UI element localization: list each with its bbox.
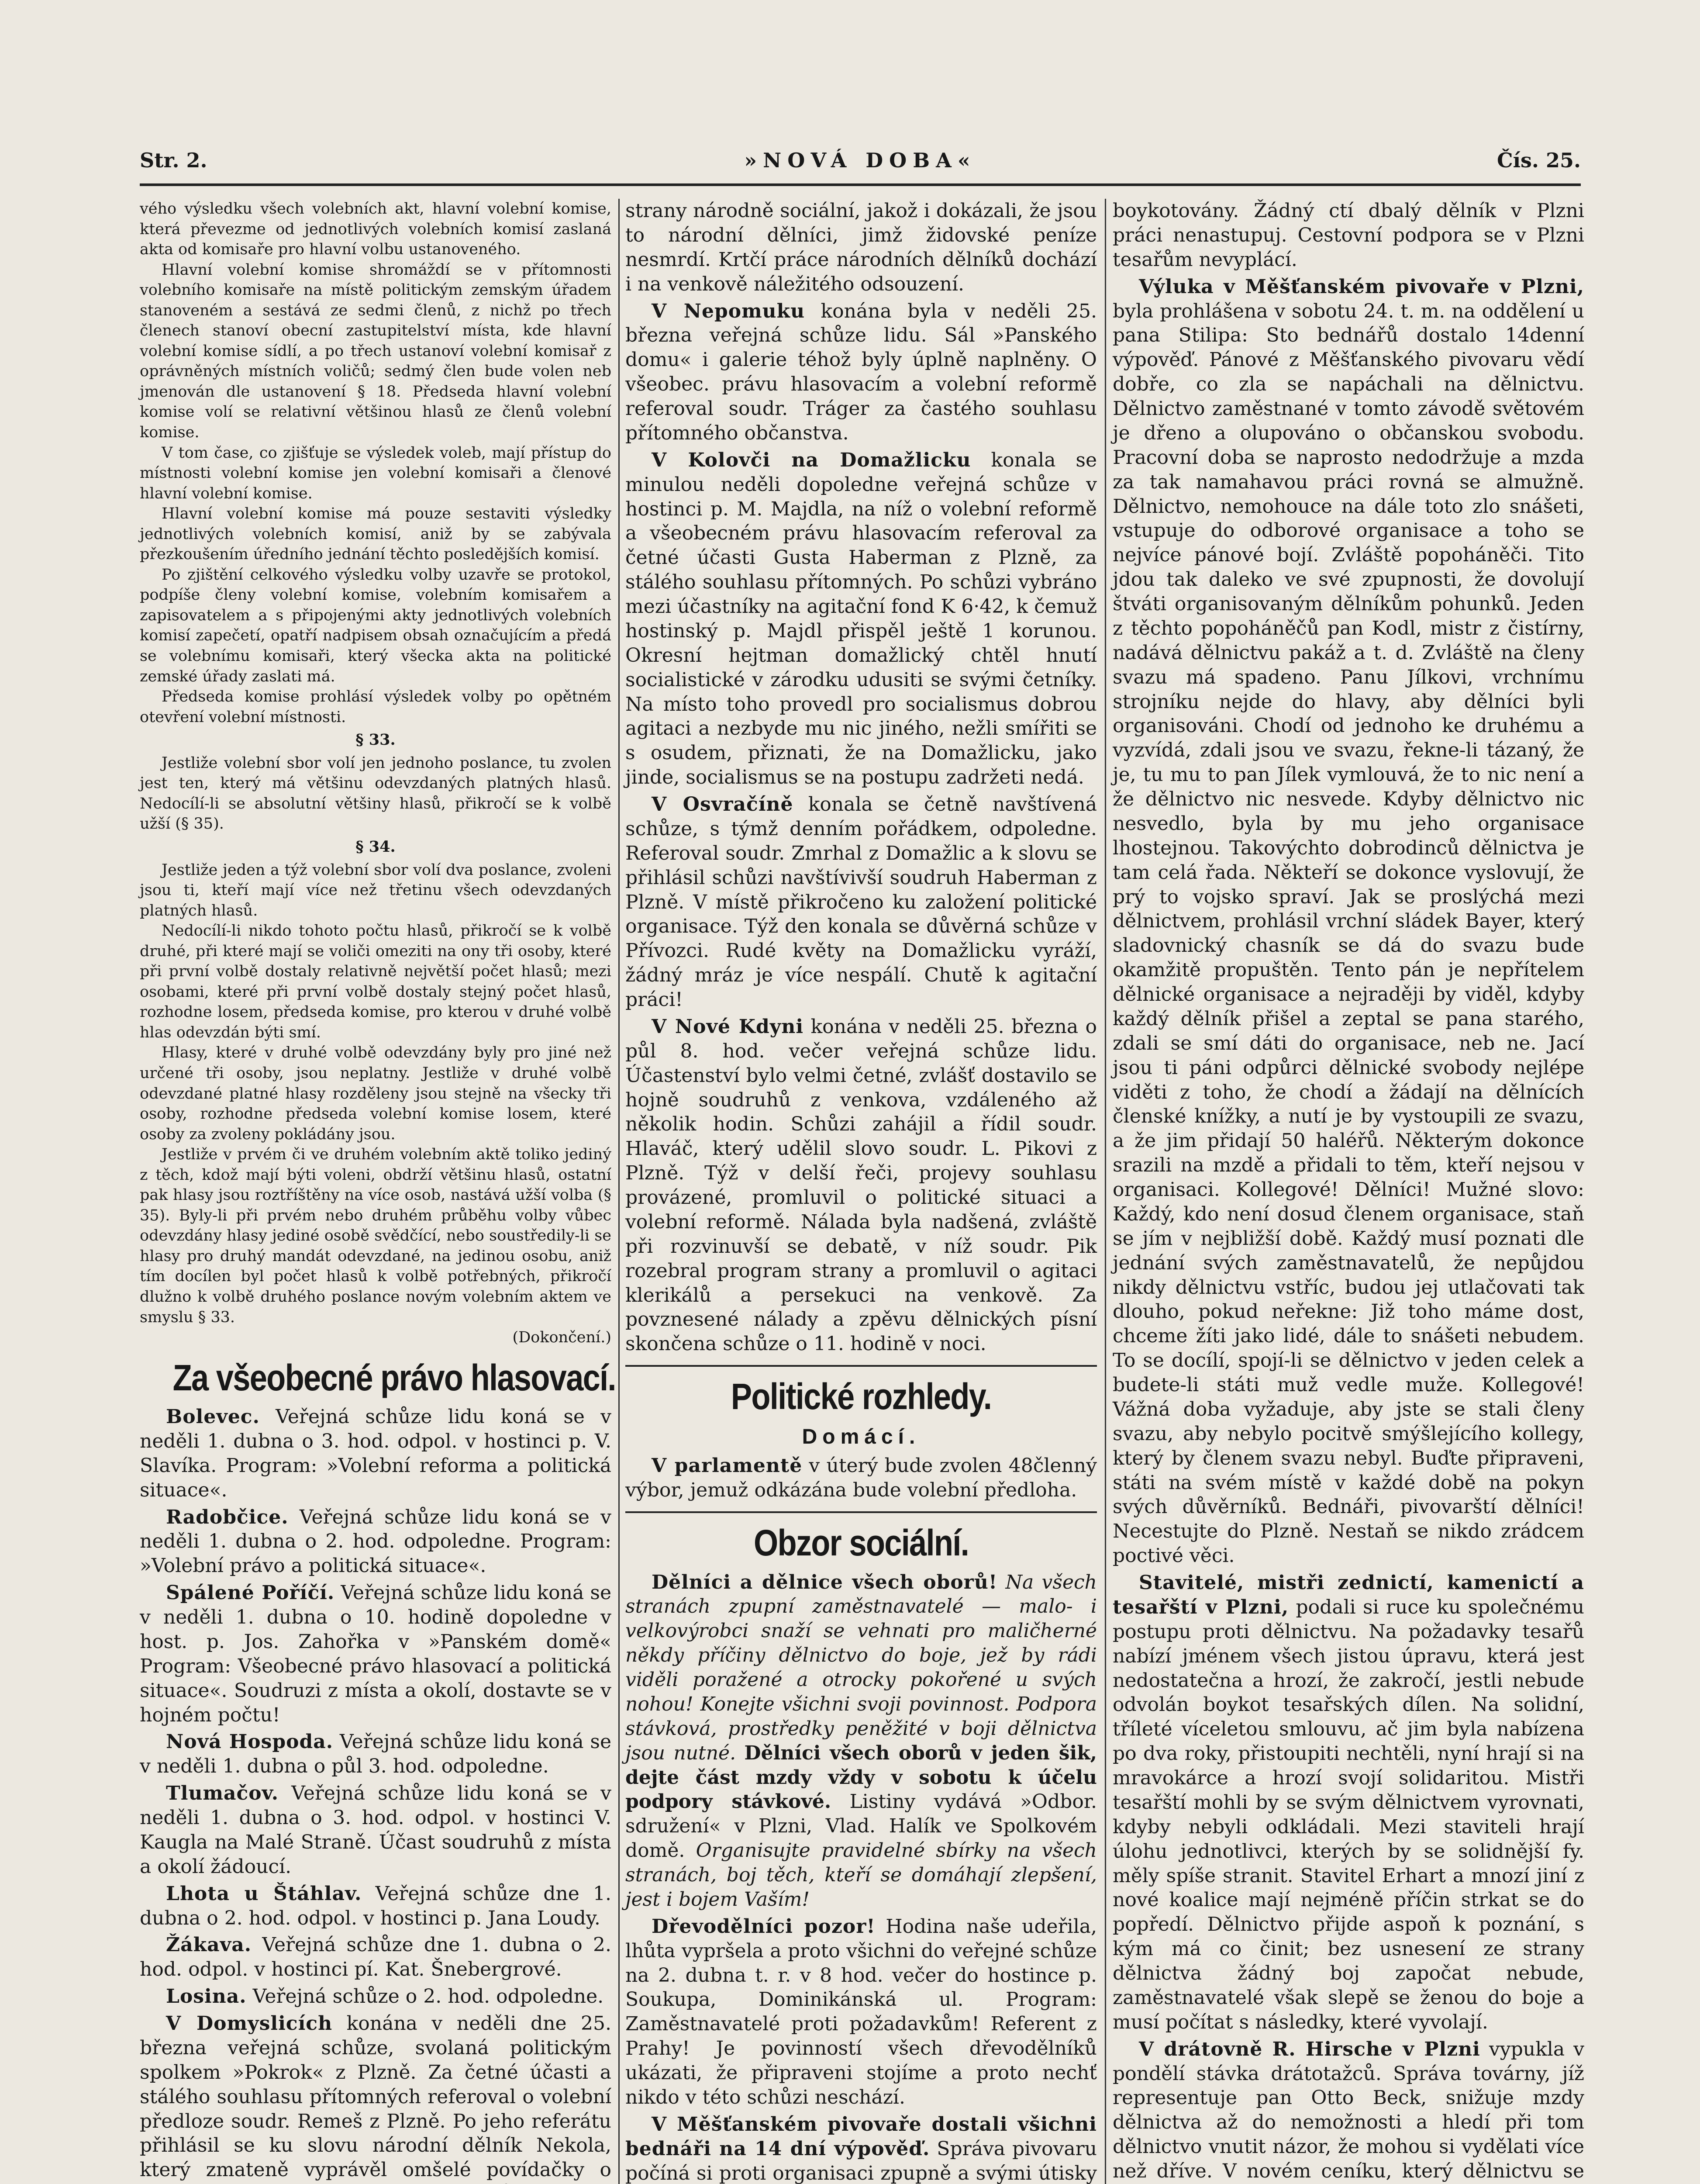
election-law-article: [140, 199, 611, 1348]
subsection-heading: Domácí.: [802, 1425, 921, 1448]
meeting-item: Losina. Veřejná schůze o 2. hod. odpoledne.: [166, 1985, 604, 2008]
meeting-item: Tlumačov. Veřejná schůze lidu koná se v neděli 1. dubna o 3. hod. odpol. v hostinci V. Kaugla na Malé Straně. Účast soudruhů z místa a okolí žádoucí.: [140, 1782, 611, 1878]
section-number: § 33.: [355, 731, 396, 749]
divider: [625, 1511, 1097, 1513]
news-item: Stavitelé, mistři zednictí, kamenictí a tesařští v Plzni, podali si ruce ku společnému postupu proti dělnictvu. Na požadavky tesařů nabízí jménem všech jistou úpravu, která jest nedostatečna a hrozí, že zakročí, jestli nebude odvolán boykot tesařských dílen. Na solidní, tříleté víceletou smlouvu, ač jim byla nabízena po dva roky, přistoupiti nechtěli, nyní hrají si na mravokárce a hrozí svojí solidaritou. Mistři tesařští mohli by se svým dělnictvem vyrovnati, kdyby nebyli odkládali. Mezi staviteli hrají úlohu jednotlivci, kterých by se solidnější fy. měly spíše stranit. Stavitel Erhart a mnozí jiní z nové koalice mají nejméně příčin strkat se do popředí. Dělnictvo přijde aspoň k poznání, s kým má co činit; bez usnesení ze strany dělnictva žádný boj započat nebude, zaměstnavatelé však slepě se ženou do boje a musí počítat s následky, které vyvolají.: [1113, 1572, 1584, 2033]
meeting-item: V Domyslicích konána v neděli dne 25. března veřejná schůze, svolaná politickým spolkem »Pokrok« z Plzně. Za četné účasti a stálého souhlasu přítomných referoval o volební předloze soudr. Remeš z Plzně. Po jeho referátu přihlásil se ku slovu národní dělník Nekola, který zmateně vyprávěl omšelé povídačky o: [140, 2012, 611, 2181]
section-number: § 34.: [355, 837, 396, 856]
column-3: [1113, 199, 1584, 2184]
meeting-item: Radobčice. Veřejná schůze lidu koná se v neděli 1. dubna o 2. hod. odpoledne. Program: »Volební právo a politická situace«.: [140, 1506, 611, 1577]
paragraph: Hlasy, které v druhé volbě odevzdány byly pro jiné než určené tři osoby, jsou neplatny. Jestliže v druhé volbě odevzdané platné hlasy rozděleny jsou stejně na všecky tři osoby, rozhodne předseda volební komise losem, které osoby za zvoleny pokládány jsou.: [140, 1044, 611, 1143]
meeting-item: Nová Hospoda. Veřejná schůze lidu koná se v neděli 1. dubna o půl 3. hod. odpoledne.: [140, 1731, 612, 1778]
paragraph: Po zjištění celkového výsledku volby uzavře se protokol, podpíše členy volební komise, volebním komisařem a zapisovatelem a s připojenými akty jednotlivých volebních komisí zapečetí, opatří nadpisem obsah označujícím a předá se volebnímu komisaři, který všecka akta na politické zemské úřady zaslati má.: [140, 566, 611, 685]
paragraph: vého výsledku všech volebních akt, hlavní volební komise, která převezme od jednotlivých volebních komisí zaslaná akta od komisaře pro hlavní volbu ustanoveného.: [140, 200, 611, 259]
section-heading: Obzor sociální.: [753, 1522, 969, 1564]
column-divider: [1105, 199, 1106, 2184]
meeting-item: Bolevec. Veřejná schůze lidu koná se v neděli 1. dubna o 3. hod. odpol. v hostinci p. V. Slavíka. Program: »Volební reforma a politická situace«.: [140, 1406, 611, 1501]
meeting-item: V Kolovči na Domažlicku konala se minulou neděli dopoledne veřejná schůze v hostinci p. M. Majdla, na níž o volební reformě a všeobecném právu hlasovacím referoval za četné účasti Gusta Haberman z Plzně, za stálého souhlasu přítomných. Po schůzi vybráno mezi účastníky na agitační fond K 6·42, k čemuž hostinský p. Majdl přispěl ještě 1 korunou. Okresní hejtman domažlický chtěl hnutí socialistické v zárodku udusiti se svými četníky. Na místo toho provedl pro socialismus dobrou agitaci a nezbyde mu nic jiného, nežli smířiti se s osudem, přiznati, že na Domažlicku, jako jinde, socialismus se na postupu zadržeti nedá.: [625, 449, 1097, 789]
meeting-item: V Osvračíně konala se četně navštívená schůze, s týmž denním pořádkem, odpoledne. Referoval soudr. Zmrhal z Domažlic a k slovu se přihlásil schůzi navštívivší soudruh Haberman z Plzně. V místě přikročeno ku založení politické organisace. Týž den konala se důvěrná schůze v Přívozci. Rudé květy na Domažlicku vyráží, žádný mráz je více nespálí. Chutě k agitační práci!: [625, 793, 1097, 1011]
paragraph: Hlavní volební komise má pouze sestaviti výsledky jednotlivých volebních komisí, aniž by se zabývala přezkoušením úředního jednání těchto posledějších komisí.: [140, 505, 611, 563]
news-item: V drátovně R. Hirsche v Plzni vypukla v pondělí stávka drátotažců. Správa továrny, jíž representuje pan Otto Beck, snižuje mzdy dělnictva až do nemožnosti a hledí při tom dělnictvo vnutit názor, že mohou si vydělati více než dříve. V novém ceníku, který dělnictvu se: [1113, 2038, 1584, 2182]
meeting-item: Žákava. Veřejná schůze dne 1. dubna o 2. hod. odpol. v hostinci pí. Kat. Šnebergrové.: [140, 1934, 611, 1981]
column-2: [625, 199, 1097, 2184]
meeting-item: V Nové Kdyni konána v neděli 25. března o půl 8. hod. večer veřejná schůze lidu. Účastenství bylo velmi četné, zvlášť dostavilo se hojně soudruhů z venkova, vzdáleného až několik hodin. Schůzi zahájil a řídil soudr. Hlaváč, který udělil slovo soudr. L. Pikovi z Plzně. Týž v delší řeči, projevy souhlasu provázené, promluvil o politické situaci a volební reformě. Nálada byla nadšená, zvláště při rozvinuvší se debatě, v níž soudr. Pik rozebral program strany a promluvil o agitaci klerikálů a persekuci na venkově. Za povznesené nálady a zpěvu dělnických písní skončena schůze o 11. hodině v noci.: [625, 1015, 1097, 1355]
section-heading: Politické rozhledy.: [731, 1376, 992, 1417]
news-item: Dělníci a dělnice všech oborů! Na všech stranách zpupní zaměstnavatelé — malo- i velkovýrobci snaží se vehnati pro maličherné někdy příčiny dělnictvo do boje, jež by rádi viděli poražené a otrocky pokořené u svých nohou! Konejte všichni svoji povinnost. Podpora stávková, prostředky peněžité v boji dělnictva jsou nutné. Dělníci všech oborů v jeden šik, dejte část mzdy vždy v sobotu k účelu podpory stávkové. Listiny vydává »Odbor. sdružení« v Plzni, Vlad. Halík ve Spolkovém domě. Organisujte pravidelné sbírky na všech stranách, boj těch, kteří se domáhají zlepšení, jest i bojem Vaším!: [625, 1571, 1097, 1911]
news-item: Dřevodělníci pozor! Hodina naše udeřila, lhůta vypršela a proto všichni do veřejné schůze na 2. dubna t. r. v 8 hod. večer do hostince p. Soukupa, Dominikánská ul. Program: Zaměstnavatelé proti požadavkům! Referent z Prahy! Je povinností všech dřevodělníků ukázati, že připraveni stojíme a proto nechť nikdo v této schůzi neschází.: [625, 1915, 1097, 2108]
continued-note: (Dokončení.): [512, 1329, 611, 1347]
paragraph: strany národně sociální, jakož i dokázali, že jsou to národní dělníci, jimž židovské peníze nesmrdí. Krtčí práce národních dělníků dochází i na venkově náležitého odsouzení.: [625, 200, 1097, 295]
meeting-item: V Nepomuku konána byla v neděli 25. března veřejná schůze lidu. Sál »Panského domu« i galerie téhož byly úplně naplněny. O všeobec. právu hlasovacím a volební reformě referoval soudr. Tráger za častého souhlasu přítomného občanstva.: [625, 300, 1097, 444]
meeting-item: Spálené Poříčí. Veřejná schůze lidu koná se v neděli 1. dubna o 10. hodině dopoledne v host. p. Jos. Zahořka v »Panském domě« Program: Všeobecné právo hlasovací a politická situace«. Soudruzi z místa a okolí, dostavte se v hojném počtu!: [140, 1582, 611, 1726]
column-divider: [618, 199, 620, 2184]
meeting-item: Lhota u Štáhlav. Veřejná schůze dne 1. dubna o 2. hod. odpol. v hostinci p. Jana Loudy.: [140, 1882, 611, 1929]
news-item: Výluka v Měšťanském pivovaře v Plzni, byla prohlášena v sobotu 24. t. m. na oddělení u pana Stilipa: Sto bednářů dostalo 14denní výpověď. Pánové z Měšťanského pivovaru vědí dobře, co zla se napáchali na dělnictvu. Dělnictvo zaměstnané v tomto závodě světovém je dřeno a olupováno o občanskou svobodu. Pracovní doba se naprosto nedodržuje a mzda za tak namahavou práci rovná se almužně. Dělnictvo, nemohouce na dále toto zlo snášeti, vstupuje do odborové organisace a toho se nejvíce pánové bojí. Zvláště popoháněči. Tito jdou tak daleko ve své zpupnosti, že dovolují štváti organisovaným dělníkům pohunků. Jeden z těchto popoháněčů pan Kodl, mistr z čistírny, nadává dělnictvu pakáž a t. d. Zvláště na členy svazu má spadeno. Panu Jílkovi, vrchnímu strojníku nejde do hlavy, aby dělníci byli organisováni. Chodí od jednoho ke druhému a vyzvídá, zdali jsou ve svazu, řekne-li tázaný, že je, tu mu to pan Jílek vymlouvá, že to nic není a že dělnictvo nic nesvede. Kdyby dělnictvo nic nesvedlo, byla by mu jeho organisace lhostejnou. Takovýchto dobrodinců dělnictva je tam celá řada. Někteří se dokonce vyslovují, že prý to vojsko spraví. Jak se proslýchá mezi dělnictvem, prohlásil vrchní sládek Bayer, který sladovnický chasník se dá do svazu bude okamžitě propuštěn. Tento pán je nepřítelem dělnické organisace a nejraději by viděl, kdyby každý dělník přišel a zeptal se pana starého, zdali se smí dáti do organisace, neb ne. Jací jsou ti páni odpůrci dělnické svobody nejlépe viděti z toho, že chodí a žádají na dělnících členské knížky, a nutí je by vystoupili ze svazu, a že jim přidají 50 haléřů. Některým dokonce srazili na mzdě a přidali to těm, kteří nejsou v organisaci. Kollegové! Dělníci! Mužné slovo: Každý, kdo není dosud členem organisace, staň se jím v nejbližší době. Každý musí poznati dle jednání svých zaměstnavatelů, že nepůjdou nikdy dělnictvu vstříc, budou jej utlačovati tak dlouho, pokud neřekne: Již toho máme dost, chceme žíti jako lidé, dále to snášeti nebudem. To se docílí, spojí-li se dělnictvo v jeden celek a budete-li státi muž vedle muže. Kollegové! Vážná doba vyžaduje, aby jste se stali členy svazu, aby nebylo pocitvě smýšlejícího kollegy, který by členem svazu nebyl. Buďte připraveni, státi na svém místě v každé době na pokyn svých důvěrníků. Bednáři, pivovarští dělníci! Necestujte do Plzně. Nestaň se nikdo zrádcem poctivé věci.: [1113, 275, 1584, 1567]
paragraph: Hlavní volební komise shromáždí se v přítomnosti volebního komisaře na místě politickým zemským úřadem stanoveném a sestává ze sedmi členů, z nichž po třech členech stanoví obecní zastupitelství místa, kde hlavní volební komise sídlí, a po třech ustanoví volební komisař z oprávněných místních voličů; sedmý člen bude volen neb jmenován dle ustanovení § 18. Předseda hlavní volební komise volí se relativní většinou hlasů ze členů volební komise.: [140, 261, 611, 442]
column-1: [140, 199, 616, 2184]
news-item: V parlamentě v úterý bude zvolen 48členný výbor, jemuž odkázána bude volební předloha.: [625, 1455, 1097, 1502]
paragraph: Nedocílí-li nikdo tohoto počtu hlasů, přikročí se k volbě druhé, při které mají se voliči omeziti na ony tři osoby, které při první volbě dostaly relativně největší počet hlasů; mezi osobami, které při první volbě dostaly stejný počet hlasů, rozhodne losem, předseda komise, pro kterou v druhé volbě hlas odevzdán býti smí.: [140, 922, 611, 1041]
section-heading: Za všeobecné právo hlasovací.: [172, 1357, 616, 1398]
news-item: V Měšťanském pivovaře dostali všichni bednáři na 14 dní výpověď. Správa pivovaru počíná si proti organisaci zpupně a svými útisky: [625, 2113, 1097, 2184]
paragraph: Jestliže jeden a týž volební sbor volí dva poslance, zvoleni jsou ti, kteří mají více než třetinu všech odevzdaných platných hlasů.: [140, 861, 611, 919]
paragraph: V tom čase, co zjišťuje se výsledek voleb, mají přístup do místnosti volební komise jen volební komisaři a členové hlavní volební komise.: [140, 444, 611, 502]
issue-number: Čís. 25.: [1497, 149, 1581, 172]
paragraph: boykotovány. Žádný ctí dbalý dělník v Plzni práci nenastupuj. Cestovní podpora se v Plzni tesařům nevyplácí.: [1113, 200, 1584, 271]
paragraph: Předseda komise prohlásí výsledek volby po opětném otevření volební místnosti.: [140, 688, 611, 726]
divider: [625, 1365, 1097, 1367]
page-header: [140, 149, 1581, 186]
page-number: Str. 2.: [140, 149, 207, 172]
newspaper-title: »NOVÁ DOBA«: [744, 149, 976, 172]
paragraph: Jestliže v prvém či ve druhém volebním aktě toliko jediný z těch, kdož mají býti voleni, obdrží většinu hlasů, ostatní pak hlasy jsou roztříštěny na více osob, nastává užší volba (§ 35). Byly-li při prvém nebo druhém průběhu volby vůbec odevzdány hlasy jediné osobě svědčící, nebo soustředily-li se hlasy pro druhý mandát odevzdané, na jedinou osobu, aniž tím docílen byl počet hlasů k volbě potřebných, přikročí dlužno k volbě druhého poslance novým volebním aktem ve smyslu § 33.: [140, 1146, 611, 1326]
paragraph: Jestliže volební sbor volí jen jednoho poslance, tu zvolen jest ten, který má většinu odevzdaných platných hlasů. Nedocílí-li se absolutní většiny hlasů, přikročí se k volbě užší (§ 35).: [140, 754, 611, 833]
